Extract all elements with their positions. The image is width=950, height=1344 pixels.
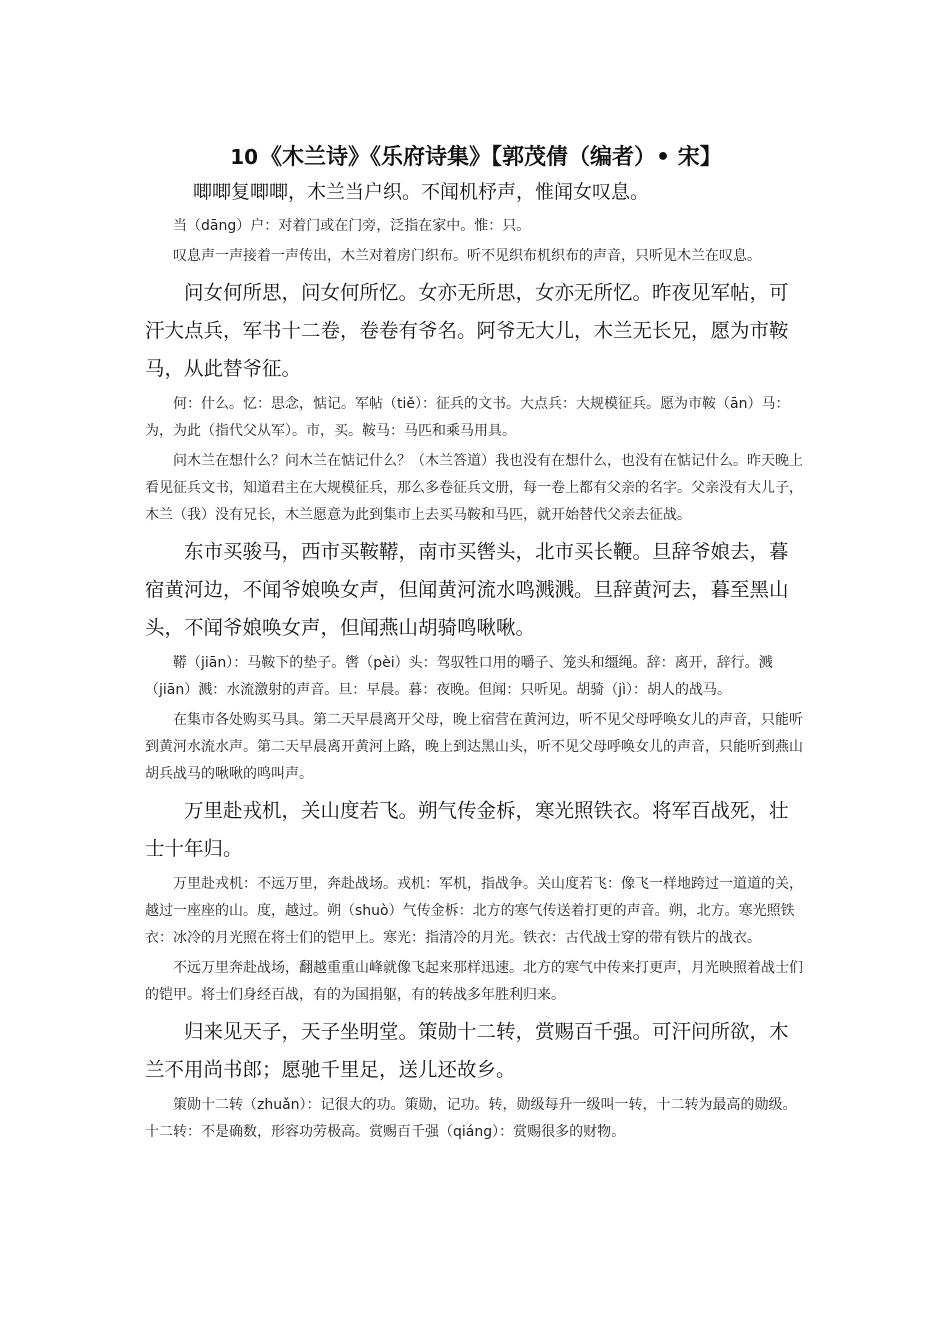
document-page (145, 140, 807, 1149)
translation-1: 叹息声一声接着一声传出，木兰对着房门织布。听不见织布机织布的声音，只听见木兰在叹息。 (173, 248, 761, 264)
poem-stanza-3: 东市买骏马，西市买鞍鞯，南市买辔头，北市买长鞭。旦辞爷娘去，暮宿黄河边，不闻爷娘唤女声，但闻黄河流水鸣溅溅。旦辞黄河去，暮至黑山头，不闻爷娘唤女声，但闻燕山胡骑鸣啾啾。 (145, 540, 789, 639)
poem-stanza-2: 问女何所思，问女何所忆。女亦无所思，女亦无所忆。昨夜见军帖，可汗大点兵，军书十二卷，卷卷有爷名。阿爷无大儿，木兰无长兄，愿为市鞍马，从此替爷征。 (145, 281, 789, 380)
annotation-1: 当（dāng）户：对着门或在门旁，泛指在家中。惟：只。 (173, 218, 531, 234)
annotation-4: 万里赴戎机：不远万里，奔赴战场。戎机：军机，指战争。关山度若飞：像飞一样地跨过一道道的关，越过一座座的山。度，越过。朔（shuò）气传金柝：北方的寒气传送着打更的声音。朔，北方。寒光照铁衣：冰冷的月光照在将士们的铠甲上。寒光：指清冷的月光。铁衣：古代战士穿的带有铁片的战衣。 (145, 876, 803, 946)
poem-stanza-4: 万里赴戎机，关山度若飞。朔气传金柝，寒光照铁衣。将军百战死，壮士十年归。 (145, 799, 789, 860)
translation-2: 问木兰在想什么？问木兰在惦记什么？（木兰答道）我也没有在想什么，也没有在惦记什么。昨天晚上看见征兵文书，知道君主在大规模征兵，那么多卷征兵文册，每一卷上都有父亲的名字。父亲没有大儿子，木兰（我）没有兄长，木兰愿意为此到集市上去买马鞍和马匹，就开始替代父亲去征战。 (145, 453, 803, 523)
title-text: 《木兰诗》《乐府诗集》【郭茂倩（编者）• 宋】 (260, 145, 722, 170)
annotation-5: 策勋十二转（zhuǎn）：记很大的功。策勋，记功。转，勋级每升一级叫一转，十二转为最高的勋级。十二转：不是确数，形容功劳极高。赏赐百千强（qiáng）：赏赐很多的财物。 (145, 1097, 797, 1140)
lesson-number: 10 (230, 145, 259, 169)
poem-title (145, 140, 807, 171)
translation-3: 在集市各处购买马具。第二天早晨离开父母，晚上宿营在黄河边，听不见父母呼唤女儿的声音，只能听到黄河水流水声。第二天早晨离开黄河上路，晚上到达黑山头，听不见父母呼唤女儿的声音，只能听到燕山胡兵战马的啾啾的鸣叫声。 (145, 712, 803, 782)
annotation-2: 何：什么。忆：思念，惦记。军帖（tiě）：征兵的文书。大点兵：大规模征兵。愿为市鞍（ān）马：为，为此（指代父从军）。市，买。鞍马：马匹和乘马用具。 (145, 396, 790, 439)
annotation-3: 鞯（jiān）：马鞍下的垫子。辔（pèi）头：驾驭牲口用的嚼子、笼头和缰绳。辞：离开，辞行。溅（jiān）溅：水流激射的声音。旦：早晨。暮：夜晚。但闻：只听见。胡骑（jì）：胡人的战马。 (145, 655, 773, 698)
poem-stanza-1: 唧唧复唧唧，木兰当户织。不闻机杼声，惟闻女叹息。 (193, 181, 650, 203)
translation-4: 不远万里奔赴战场，翻越重重山峰就像飞起来那样迅速。北方的寒气中传来打更声，月光映照着战士们的铠甲。将士们身经百战，有的为国捐躯，有的转战多年胜利归来。 (145, 960, 803, 1003)
poem-stanza-5: 归来见天子，天子坐明堂。策勋十二转，赏赐百千强。可汗问所欲，木兰不用尚书郎；愿驰千里足，送儿还故乡。 (145, 1020, 789, 1081)
